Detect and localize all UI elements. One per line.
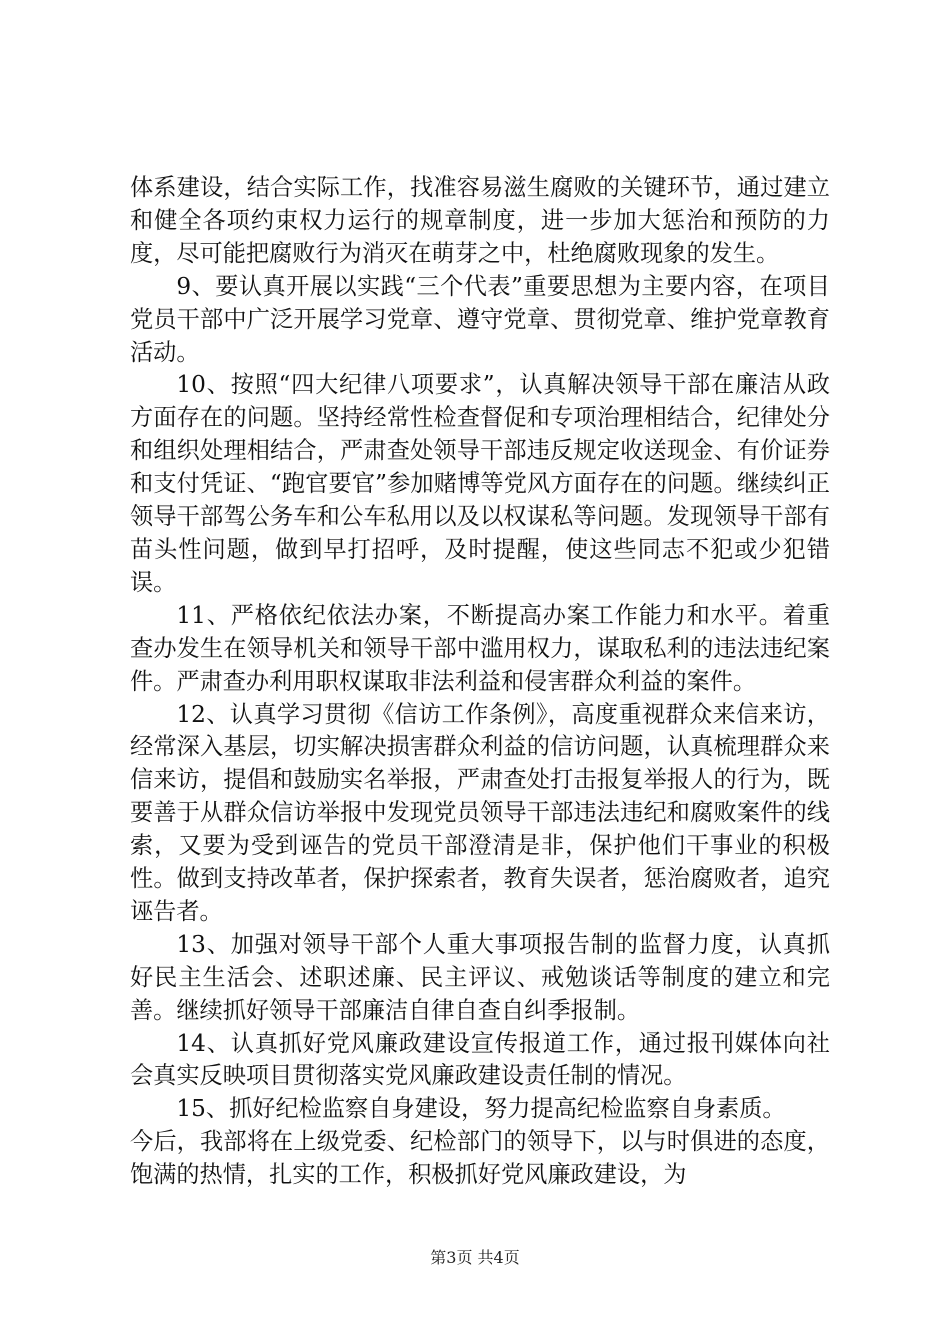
paragraph-1: 体系建设，结合实际工作，找准容易滋生腐败的关键环节，通过建立和健全各项约束权力运行的规章制度，进一步加大惩治和预防的力度，尽可能把腐败行为消灭在萌芽之中，杜绝腐败现象的发生。 <box>130 174 830 267</box>
paragraph-8: 15、抓好纪检监察自身建设，努力提高纪检监察自身素质。 <box>176 1095 786 1123</box>
paragraph-3: 10、按照“四大纪律八项要求”，认真解决领导干部在廉洁从政方面存在的问题。坚持经常性检查督促和专项治理相结合，纪律处分和组织处理相结合，严肃查处领导干部违反规定收送现金、有价证券和支付凭证、“跑官要官”参加赌博等党风方面存在的问题。继续纠正领导干部驾公务车和公车私用以及以权谋私等问题。发现领导干部有苗头性问题，做到早打招呼，及时提醒，使这些同志不犯或少犯错误。 <box>130 371 830 596</box>
paragraph-2: 9、要认真开展以实践“三个代表”重要思想为主要内容，在项目党员干部中广泛开展学习党章、遵守党章、贯彻党章、维护党章教育活动。 <box>130 272 830 366</box>
paragraph-7: 14、认真抓好党风廉政建设宣传报道工作，通过报刊媒体向社会真实反映项目贯彻落实党风廉政建设责任制的情况。 <box>130 1029 830 1090</box>
page-footer: 第3页 共4页 <box>430 1248 520 1267</box>
paragraph-4: 11、严格依纪依法办案，不断提高办案工作能力和水平。着重查办发生在领导机关和领导干部中滥用权力，谋取私利的违法违纪案件。严肃查办利用职权谋取非法利益和侵害群众利益的案件。 <box>130 601 830 695</box>
document-body <box>130 172 830 1192</box>
paragraph-6: 13、加强对领导干部个人重大事项报告制的监督力度，认真抓好民主生活会、述职述廉、民主评议、戒勉谈话等制度的建立和完善。继续抓好领导干部廉洁自律自查自纠季报制。 <box>130 930 830 1024</box>
paragraph-5: 12、认真学习贯彻《信访工作条例》，高度重视群众来信来访，经常深入基层，切实解决损害群众利益的信访问题，认真梳理群众来信来访，提倡和鼓励实名举报，严肃查处打击报复举报人的行为，既要善于从群众信访举报中发现党员领导干部违法违纪和腐败案件的线索，又要为受到诬告的党员干部澄清是非，保护他们干事业的积极性。做到支持改革者，保护探索者，教育失误者，惩治腐败者，追究诬告者。 <box>130 700 830 925</box>
paragraph-9: 今后，我部将在上级党委、纪检部门的领导下，以与时俱进的态度，饱满的热情，扎实的工作，积极抓好党风廉政建设，为 <box>130 1128 830 1189</box>
